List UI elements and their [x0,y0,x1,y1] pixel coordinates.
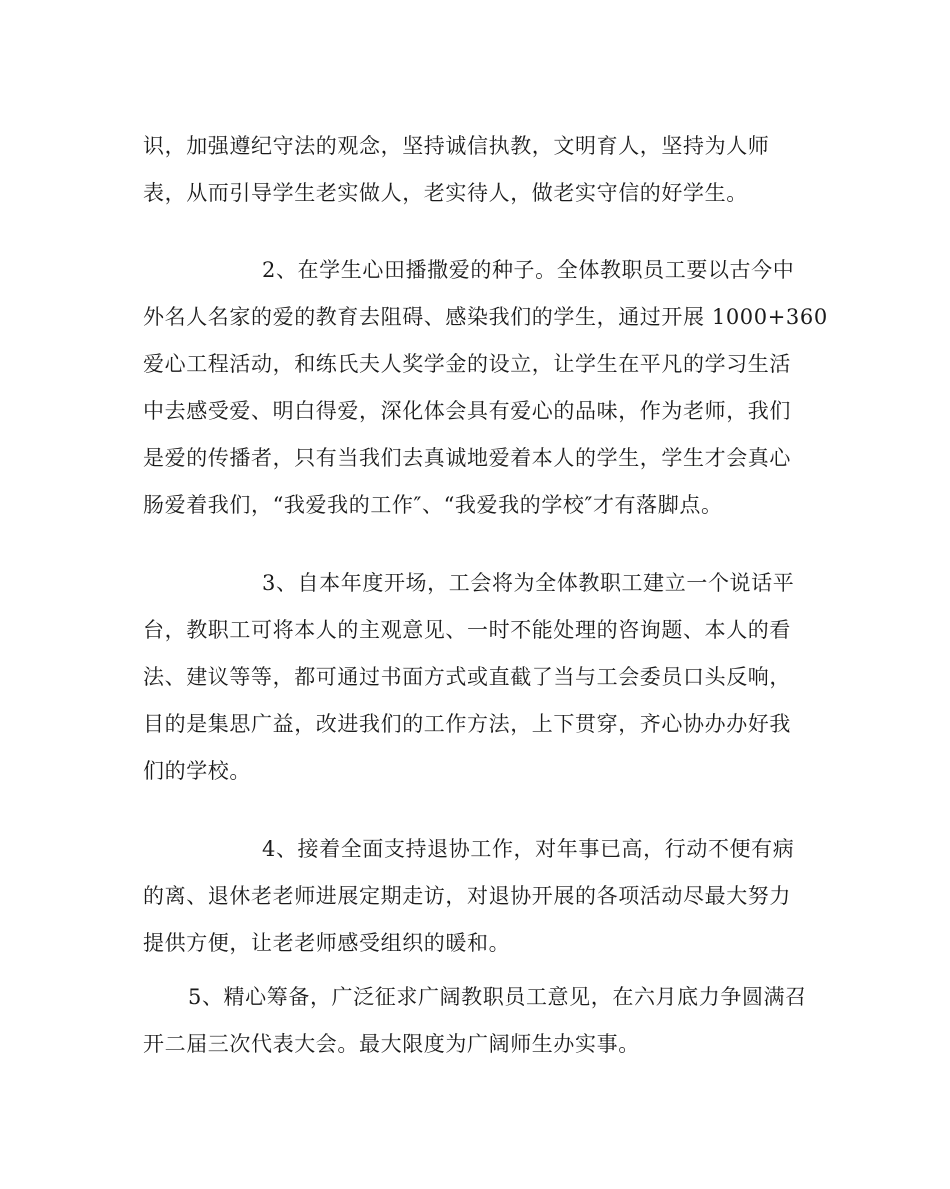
paragraph-1-line-1: 识，加强遵纪守法的观念，坚持诚信执教，文明育人，坚持为人师 [143,134,770,158]
paragraph-2-line-5: 是爱的传播者，只有当我们去真诚地爱着本人的学生，学生才会真心 [143,446,791,470]
paragraph-4-line-3: 提供方便，让老老师感受组织的暖和。 [143,931,511,955]
paragraph-5-line-1: 5、精心筹备，广泛征求广阔教职员工意见，在六月底力争圆满召 [188,985,807,1009]
paragraph-1-line-2: 表，从而引导学生老实做人，老实待人，做老实守信的好学生。 [143,181,748,205]
paragraph-2-line-2: 外名人名家的爱的教育去阻碍、感染我们的学生，通过开展 1000+360 [143,305,828,329]
paragraph-5-line-2: 开二届三次代表大会。最大限度为广阔师生办实事。 [143,1032,640,1056]
paragraph-3-line-4: 目的是集思广益，改进我们的工作方法，上下贯穿，齐心协办办好我 [143,712,791,736]
paragraph-3-line-1: 3、自本年度开场，工会将为全体教职工建立一个说话平 [262,571,795,595]
paragraph-3-line-3: 法、建议等等，都可通过书面方式或直截了当与工会委员口头反响， [143,665,791,689]
paragraph-3-line-5: 们的学校。 [143,759,251,783]
paragraph-3-line-2: 台，教职工可将本人的主观意见、一时不能处理的咨询题、本人的看 [143,618,791,642]
paragraph-4-line-2: 的离、退休老老师进展定期走访，对退协开展的各项活动尽最大努力 [143,884,791,908]
paragraph-2-line-3: 爱心工程活动，和练氏夫人奖学金的设立，让学生在平凡的学习生活 [143,352,791,376]
paragraph-2-line-4: 中去感受爱、明白得爱，深化体会具有爱心的品味，作为老师，我们 [143,399,791,423]
paragraph-2-line-6: 肠爱着我们，“我爱我的工作″、“我爱我的学校″才有落脚点。 [143,493,723,517]
paragraph-4-line-1: 4、接着全面支持退协工作，对年事已高，行动不便有病 [262,837,795,861]
paragraph-2-line-1: 2、在学生心田播撒爱的种子。全体教职员工要以古今中 [262,258,795,282]
